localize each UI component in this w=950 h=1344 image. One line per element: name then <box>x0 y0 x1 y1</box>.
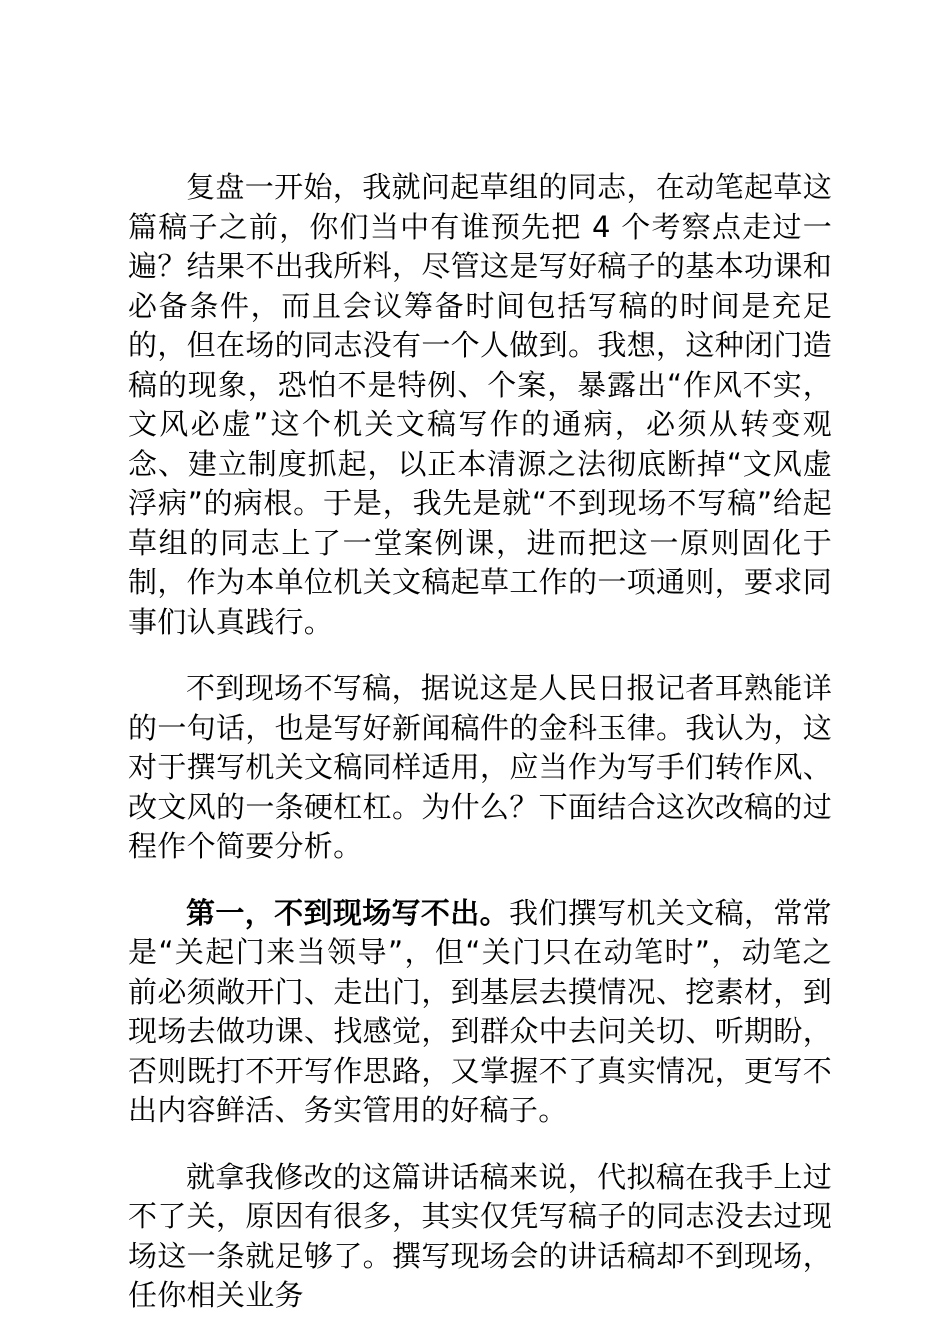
paragraph-4-text: 就拿我修改的这篇讲话稿来说，代拟稿在我手上过不了关，原因有很多，其实仅凭写稿子的同志没去过现场这一条就足够了。撰写现场会的讲话稿却不到现场，任你相关业务 <box>128 1159 832 1312</box>
paragraph-1 <box>128 168 832 642</box>
paragraph-4 <box>128 1158 832 1316</box>
paragraph-3 <box>128 894 832 1131</box>
paragraph-2 <box>128 669 832 867</box>
paragraph-3-text: 我们撰写机关文稿，常常是“关起门来当领导”，但“关门只在动笔时”，动笔之前必须敞开门、走出门，到基层去摸情况、挖素材，到现场去做功课、找感觉，到群众中去问关切、听期盼，否则既打不开写作思路，又掌握不了真实情况，更写不出内容鲜活、务实管用的好稿子。 <box>128 895 832 1127</box>
paragraph-2-text: 不到现场不写稿，据说这是人民日报记者耳熟能详的一句话，也是写好新闻稿件的金科玉律。我认为，这对于撰写机关文稿同样适用，应当作为写手们转作风、改文风的一条硬杠杠。为什么？下面结合这次改稿的过程作个简要分析。 <box>128 671 832 863</box>
paragraph-1-text: 复盘一开始，我就问起草组的同志，在动笔起草这篇稿子之前，你们当中有谁预先把 4 个考察点走过一遍？结果不出我所料，尽管这是写好稿子的基本功课和必备条件，而且会议筹备时间包括写稿的时间是充足的，但在场的同志没有一个人做到。我想，这种闭门造稿的现象，恐怕不是特例、个案，暴露出“作风不实，文风必虚”这个机关文稿写作的通病，必须从转变观念、建立制度抓起，以正本清源之法彻底断掉“文风虚浮病”的病根。于是，我先是就“不到现场不写稿”给起草组的同志上了一堂案例课，进而把这一原则固化于制，作为本单位机关文稿起草工作的一项通则，要求同事们认真践行。 <box>128 170 832 639</box>
paragraph-3-lead: 第一，不到现场写不出。 <box>186 895 510 930</box>
document-page <box>128 168 832 1343</box>
